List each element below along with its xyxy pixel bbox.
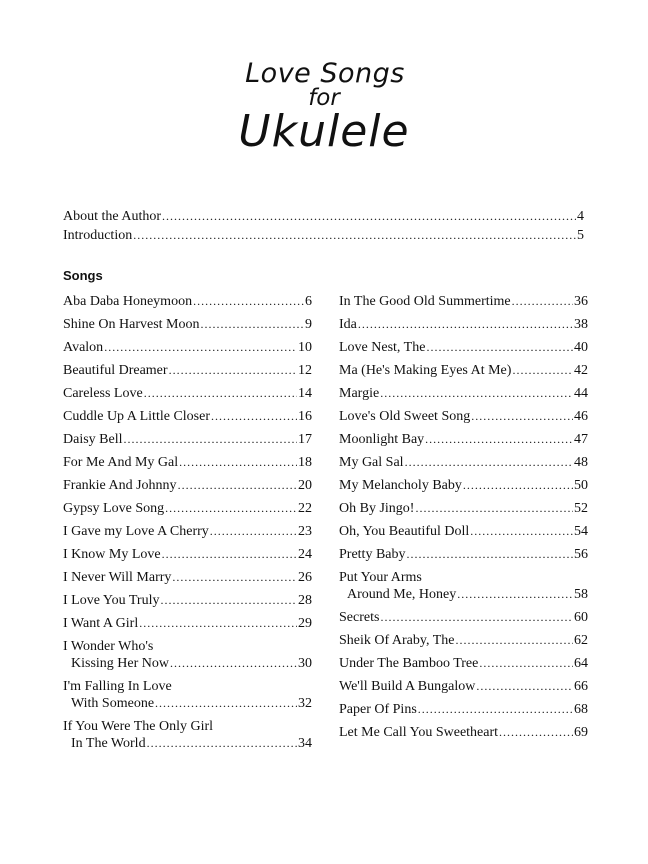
toc-entry: [339, 500, 588, 517]
leader-dots: [211, 408, 297, 425]
song-entry: [339, 678, 588, 695]
leader-dots: [380, 609, 573, 626]
toc-entry: [339, 724, 588, 741]
song-entry: [339, 500, 588, 517]
song-title: I Wonder Who's: [63, 639, 154, 654]
leader-dots: [499, 724, 573, 741]
leader-dots: [210, 523, 297, 540]
song-entry: [339, 362, 588, 379]
song-title: My Melancholy Baby: [339, 478, 462, 493]
song-title: I'm Falling In Love: [63, 679, 172, 694]
song-page: 46: [574, 409, 588, 424]
song-title: Secrets: [339, 610, 380, 625]
song-entry: [339, 293, 588, 310]
toc-entry: [63, 408, 312, 425]
song-entry: [339, 632, 588, 649]
toc-entry-page: 4: [577, 209, 584, 224]
toc-entry: [339, 339, 588, 356]
leader-dots: [155, 695, 297, 712]
songs-column-right: [339, 293, 588, 747]
leader-dots: [178, 477, 297, 494]
leader-dots: [415, 500, 573, 517]
song-title: We'll Build A Bungalow: [339, 679, 476, 694]
song-entry: [63, 408, 312, 425]
song-entry: [63, 385, 312, 402]
leader-dots: [160, 592, 297, 609]
leader-dots: [418, 701, 573, 718]
song-page: 40: [574, 340, 588, 355]
song-page: 17: [298, 432, 312, 447]
toc-entry: [339, 655, 588, 672]
song-title: Pretty Baby: [339, 547, 406, 562]
song-entry: [63, 454, 312, 471]
song-title: Put Your Arms: [339, 570, 422, 585]
toc-entry: [63, 569, 312, 586]
song-page: 28: [298, 593, 312, 608]
song-page: 50: [574, 478, 588, 493]
song-page: 62: [574, 633, 588, 648]
leader-dots: [470, 523, 573, 540]
toc-entry: [339, 362, 588, 379]
leader-dots: [147, 735, 297, 752]
leader-dots: [104, 339, 297, 356]
toc-entry: [339, 586, 588, 603]
song-page: 20: [298, 478, 312, 493]
song-entry: [339, 655, 588, 672]
song-title: Frankie And Johnny: [63, 478, 177, 493]
toc-entry: [339, 701, 588, 718]
song-page: 42: [574, 363, 588, 378]
songs-heading: Songs: [63, 268, 103, 283]
song-title: I Want A Girl: [63, 616, 139, 631]
song-page: 68: [574, 702, 588, 717]
leader-dots: [512, 293, 573, 310]
leader-dots: [165, 500, 297, 517]
song-page: 24: [298, 547, 312, 562]
song-entry: [63, 615, 312, 632]
song-entry: [63, 431, 312, 448]
song-title: Margie: [339, 386, 380, 401]
leader-dots: [169, 362, 297, 379]
toc-entry: [339, 546, 588, 563]
toc-entry: [63, 293, 312, 310]
toc-entry: [63, 523, 312, 540]
toc-entry: [339, 454, 588, 471]
song-page: 54: [574, 524, 588, 539]
toc-entry-label: About the Author: [63, 209, 161, 224]
song-entry: [339, 477, 588, 494]
toc-entry: [339, 678, 588, 695]
song-page: 48: [574, 455, 588, 470]
song-entry: [63, 678, 312, 712]
song-entry: [63, 638, 312, 672]
leader-dots: [193, 293, 304, 310]
song-entry: [63, 293, 312, 310]
song-entry: [339, 609, 588, 626]
song-title-continued: Around Me, Honey: [347, 587, 457, 602]
song-title: I Gave my Love A Cherry: [63, 524, 209, 539]
toc-entry: [63, 227, 584, 244]
song-page: 29: [298, 616, 312, 631]
toc-entry: [339, 293, 588, 310]
song-page: 22: [298, 501, 312, 516]
leader-dots: [512, 362, 573, 379]
leader-dots: [479, 655, 573, 672]
song-entry: [339, 569, 588, 603]
song-page: 9: [305, 317, 312, 332]
leader-dots: [476, 678, 573, 695]
toc-entry-label: Introduction: [63, 228, 133, 243]
song-entry: [339, 546, 588, 563]
song-title: Paper Of Pins: [339, 702, 417, 717]
song-page: 38: [574, 317, 588, 332]
toc-entry: [339, 385, 588, 402]
song-entry: [63, 546, 312, 563]
song-title: Careless Love: [63, 386, 143, 401]
song-page: 16: [298, 409, 312, 424]
toc-entry: [63, 735, 312, 752]
toc-entry: [63, 454, 312, 471]
song-entry: [339, 523, 588, 540]
song-title-continued: In The World: [71, 736, 146, 751]
song-page: 12: [298, 363, 312, 378]
song-title-continued: With Someone: [71, 696, 155, 711]
song-page: 56: [574, 547, 588, 562]
song-entry: [339, 385, 588, 402]
song-title: My Gal Sal: [339, 455, 404, 470]
song-title: I Know My Love: [63, 547, 161, 562]
front-matter-list: [63, 208, 584, 246]
toc-entry: [63, 339, 312, 356]
toc-entry: [339, 609, 588, 626]
song-title: Under The Bamboo Tree: [339, 656, 479, 671]
song-title: Sheik Of Araby, The: [339, 633, 455, 648]
book-title: [0, 58, 648, 156]
song-entry: [339, 316, 588, 333]
song-title: In The Good Old Summertime: [339, 294, 511, 309]
song-page: 10: [298, 340, 312, 355]
leader-dots: [358, 316, 573, 333]
song-entry: [63, 592, 312, 609]
leader-dots: [471, 408, 573, 425]
song-title: Let Me Call You Sweetheart: [339, 725, 499, 740]
toc-entry: [339, 431, 588, 448]
song-entry: [63, 569, 312, 586]
toc-entry: [339, 316, 588, 333]
toc-entry: [63, 208, 584, 225]
song-entry: [63, 500, 312, 517]
song-page: 30: [298, 656, 312, 671]
song-title: Ida: [339, 317, 357, 332]
toc-entry-page: 5: [577, 228, 584, 243]
song-page: 58: [574, 587, 588, 602]
song-page: 36: [574, 294, 588, 309]
song-title: Oh By Jingo!: [339, 501, 415, 516]
toc-entry: [63, 385, 312, 402]
toc-entry: [63, 546, 312, 563]
song-title: Cuddle Up A Little Closer: [63, 409, 210, 424]
leader-dots: [405, 454, 573, 471]
song-page: 64: [574, 656, 588, 671]
song-entry: [63, 718, 312, 752]
title-line-3: Ukulele: [238, 106, 410, 157]
toc-entry: [63, 592, 312, 609]
leader-dots: [144, 385, 297, 402]
song-title: Moonlight Bay: [339, 432, 425, 447]
song-entry: [63, 523, 312, 540]
song-entry: [63, 477, 312, 494]
leader-dots: [201, 316, 305, 333]
song-title: For Me And My Gal: [63, 455, 179, 470]
song-entry: [63, 362, 312, 379]
leader-dots: [407, 546, 574, 563]
song-page: 32: [298, 696, 312, 711]
leader-dots: [457, 586, 573, 603]
toc-entry: [63, 431, 312, 448]
song-title: Beautiful Dreamer: [63, 363, 168, 378]
title-line-2: for: [308, 85, 340, 111]
leader-dots: [463, 477, 573, 494]
toc-entry: [339, 477, 588, 494]
song-entry: [339, 454, 588, 471]
song-title: Love Nest, The: [339, 340, 426, 355]
song-title-continued: Kissing Her Now: [71, 656, 169, 671]
leader-dots: [425, 431, 573, 448]
song-page: 60: [574, 610, 588, 625]
toc-entry: [63, 655, 312, 672]
song-title: I Never Will Marry: [63, 570, 172, 585]
song-title: Aba Daba Honeymoon: [63, 294, 193, 309]
song-title: Avalon: [63, 340, 104, 355]
song-entry: [63, 316, 312, 333]
leader-dots: [139, 615, 297, 632]
song-title: If You Were The Only Girl: [63, 719, 214, 734]
toc-entry: [339, 408, 588, 425]
song-title: Shine On Harvest Moon: [63, 317, 200, 332]
song-entry: [63, 339, 312, 356]
song-page: 26: [298, 570, 312, 585]
song-title: Daisy Bell: [63, 432, 123, 447]
leader-dots: [162, 546, 297, 563]
toc-entry: [63, 615, 312, 632]
toc-entry: [339, 523, 588, 540]
song-title: Love's Old Sweet Song: [339, 409, 471, 424]
song-entry: [339, 408, 588, 425]
song-page: 44: [574, 386, 588, 401]
leader-dots: [179, 454, 297, 471]
song-page: 52: [574, 501, 588, 516]
song-page: 14: [298, 386, 312, 401]
leader-dots: [172, 569, 297, 586]
toc-entry: [63, 477, 312, 494]
song-entry: [339, 724, 588, 741]
song-page: 47: [574, 432, 588, 447]
leader-dots: [124, 431, 298, 448]
song-page: 6: [305, 294, 312, 309]
song-title: Gypsy Love Song: [63, 501, 165, 516]
song-title: Oh, You Beautiful Doll: [339, 524, 470, 539]
song-page: 34: [298, 736, 312, 751]
song-title: Ma (He's Making Eyes At Me): [339, 363, 512, 378]
toc-entry: [63, 695, 312, 712]
song-entry: [339, 431, 588, 448]
leader-dots: [170, 655, 297, 672]
song-page: 23: [298, 524, 312, 539]
leader-dots: [380, 385, 573, 402]
leader-dots: [455, 632, 573, 649]
song-page: 66: [574, 679, 588, 694]
songs-column-left: [63, 293, 312, 758]
song-page: 69: [574, 725, 588, 740]
toc-entry: [63, 362, 312, 379]
leader-dots: [426, 339, 573, 356]
toc-entry: [339, 632, 588, 649]
song-entry: [339, 339, 588, 356]
leader-dots: [162, 208, 576, 225]
title-line-1: Love Songs: [245, 58, 405, 89]
song-entry: [339, 701, 588, 718]
toc-entry: [63, 316, 312, 333]
song-title: I Love You Truly: [63, 593, 160, 608]
leader-dots: [133, 227, 576, 244]
song-page: 18: [298, 455, 312, 470]
toc-entry: [63, 500, 312, 517]
